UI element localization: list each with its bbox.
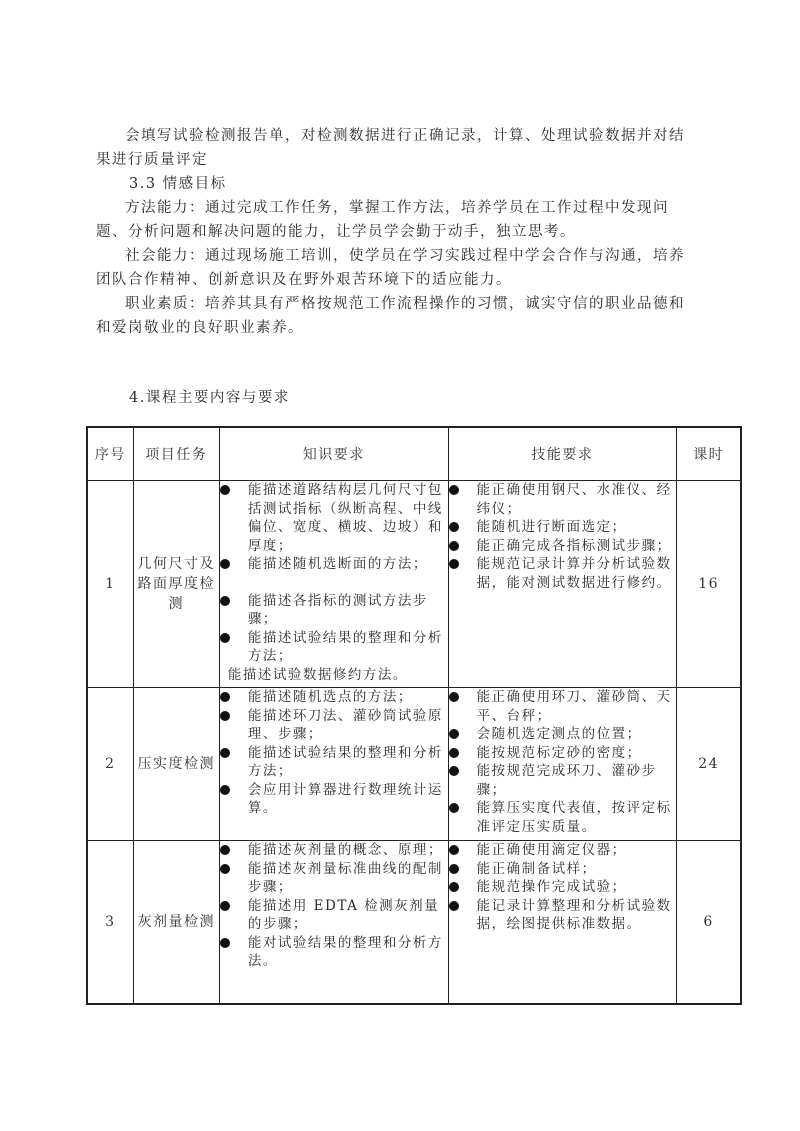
table-header-row: [87, 427, 741, 481]
bullet-icon: [449, 845, 459, 855]
skill-item: 能正确使用滴定仪器；: [449, 841, 677, 860]
knowledge-item: 能描述随机选断面的方法；: [220, 555, 448, 574]
bullet-icon: [220, 864, 230, 874]
skill-cell: [448, 481, 677, 688]
knowledge-item: 能描述用 EDTA 检测灰剂量的步骤；: [220, 897, 448, 934]
table-row: [87, 481, 741, 688]
bullet-icon: [449, 882, 459, 892]
bullet-icon: [449, 522, 459, 532]
bullet-icon: [449, 803, 459, 813]
skill-item: 会随机选定测点的位置；: [449, 725, 677, 744]
bullet-icon: [220, 559, 230, 569]
bullet-icon: [449, 748, 459, 758]
bullet-icon: [220, 748, 230, 758]
knowledge-item: 能描述环刀法、灌砂筒试验原理、步骤；: [220, 707, 448, 744]
bullet-icon: [449, 692, 459, 702]
knowledge-cell: [219, 688, 448, 841]
header-no: 序号: [87, 427, 133, 481]
skill-item: 能正确使用环刀、灌砂筒、天平、台秤；: [449, 688, 677, 725]
bullet-icon: [449, 485, 459, 495]
skill-item: 能按规范标定砂的密度；: [449, 744, 677, 763]
header-knowledge: 知识要求: [219, 427, 448, 481]
course-content-table: [86, 426, 742, 1005]
bullet-icon: [449, 729, 459, 739]
row-number: 3: [87, 841, 133, 1005]
knowledge-item: 能描述各指标的测试方法步骤；: [220, 592, 448, 629]
skill-item: 能随机进行断面选定；: [449, 518, 677, 537]
bullet-icon: [220, 633, 230, 643]
section-heading-3-3: 3.3 情感目标: [129, 176, 227, 192]
bullet-icon: [220, 938, 230, 948]
bullet-icon: [449, 559, 459, 569]
skill-item: 能算压实度代表值，按评定标准评定压实质量。: [449, 799, 677, 836]
knowledge-item: 能描述随机选点的方法；: [220, 688, 448, 707]
knowledge-item: 能对试验结果的整理和分析方法。: [220, 934, 448, 971]
bullet-icon: [220, 692, 230, 702]
header-hours: 课时: [677, 427, 741, 481]
paragraph-method-ability: 方法能力：通过完成工作任务，掌握工作方法，培养学员在工作过程中发现问题、分析问题和解决问题的能力，让学员学会勤于动手，独立思考。: [96, 200, 669, 240]
row-number: 1: [87, 481, 133, 688]
bullet-icon: [220, 711, 230, 721]
row-task: 压实度检测: [133, 688, 219, 841]
row-hours: 16: [677, 481, 741, 688]
knowledge-item: 会应用计算器进行数理统计运算。: [220, 781, 448, 818]
header-task: 项目任务: [133, 427, 219, 481]
table-row: [87, 688, 741, 841]
skill-item: 能正确制备试样；: [449, 860, 677, 879]
row-number: 2: [87, 688, 133, 841]
knowledge-item: 能描述试验结果的整理和分析方法；: [220, 744, 448, 781]
bullet-icon: [220, 901, 230, 911]
skill-cell: [448, 688, 677, 841]
skill-item: 能正确完成各指标测试步骤；: [449, 537, 677, 556]
row-hours: 24: [677, 688, 741, 841]
bullet-icon: [449, 901, 459, 911]
row-task: 灰剂量检测: [133, 841, 219, 1005]
table-row: [87, 841, 741, 1005]
knowledge-item: 能描述灰剂量标准曲线的配制步骤；: [220, 860, 448, 897]
bullet-icon: [220, 845, 230, 855]
skill-item: 能记录计算整理和分析试验数据，绘图提供标准数据。: [449, 897, 677, 934]
bullet-icon: [220, 785, 230, 795]
knowledge-cell: [219, 841, 448, 1005]
skill-item: 能规范记录计算并分析试验数据，能对测试数据进行修约。: [449, 555, 677, 592]
section-heading-4: 4.课程主要内容与要求: [129, 390, 290, 406]
knowledge-item: 能描述试验结果的整理和分析方法；: [220, 629, 448, 666]
skill-item: 能按规范完成环刀、灌砂步骤；: [449, 762, 677, 799]
knowledge-extra-line: 能描述试验数据修约方法。: [227, 666, 408, 683]
row-hours: 6: [677, 841, 741, 1005]
skill-cell: [448, 841, 677, 1005]
row-task: 几何尺寸及路面厚度检测: [133, 481, 219, 688]
bullet-icon: [220, 596, 230, 606]
skill-item: 能正确使用钢尺、水准仪、经纬仪；: [449, 481, 677, 518]
paragraph-social-ability: 社会能力：通过现场施工培训，使学员在学习实践过程中学会合作与沟通，培养团队合作精神、创新意识及在野外艰苦环境下的适应能力。: [96, 248, 685, 288]
paragraph-report-skills: 会填写试验检测报告单，对检测数据进行正确记录，计算、处理试验数据并对结果进行质量评定: [96, 128, 685, 168]
knowledge-item: 能描述道路结构层几何尺寸包括测试指标（纵断高程、中线偏位、宽度、横坡、边坡）和厚度；: [220, 481, 448, 555]
bullet-icon: [220, 485, 230, 495]
paragraph-professional-quality: 职业素质：培养其具有严格按规范工作流程操作的习惯，诚实守信的职业品德和和爱岗敬业的良好职业素养。: [96, 296, 685, 336]
bullet-icon: [449, 864, 459, 874]
knowledge-item: 能描述灰剂量的概念、原理；: [220, 841, 448, 860]
header-skill: 技能要求: [448, 427, 677, 481]
knowledge-cell: [219, 481, 448, 688]
skill-item: 能规范操作完成试验；: [449, 878, 677, 897]
bullet-icon: [449, 541, 459, 551]
bullet-icon: [449, 766, 459, 776]
